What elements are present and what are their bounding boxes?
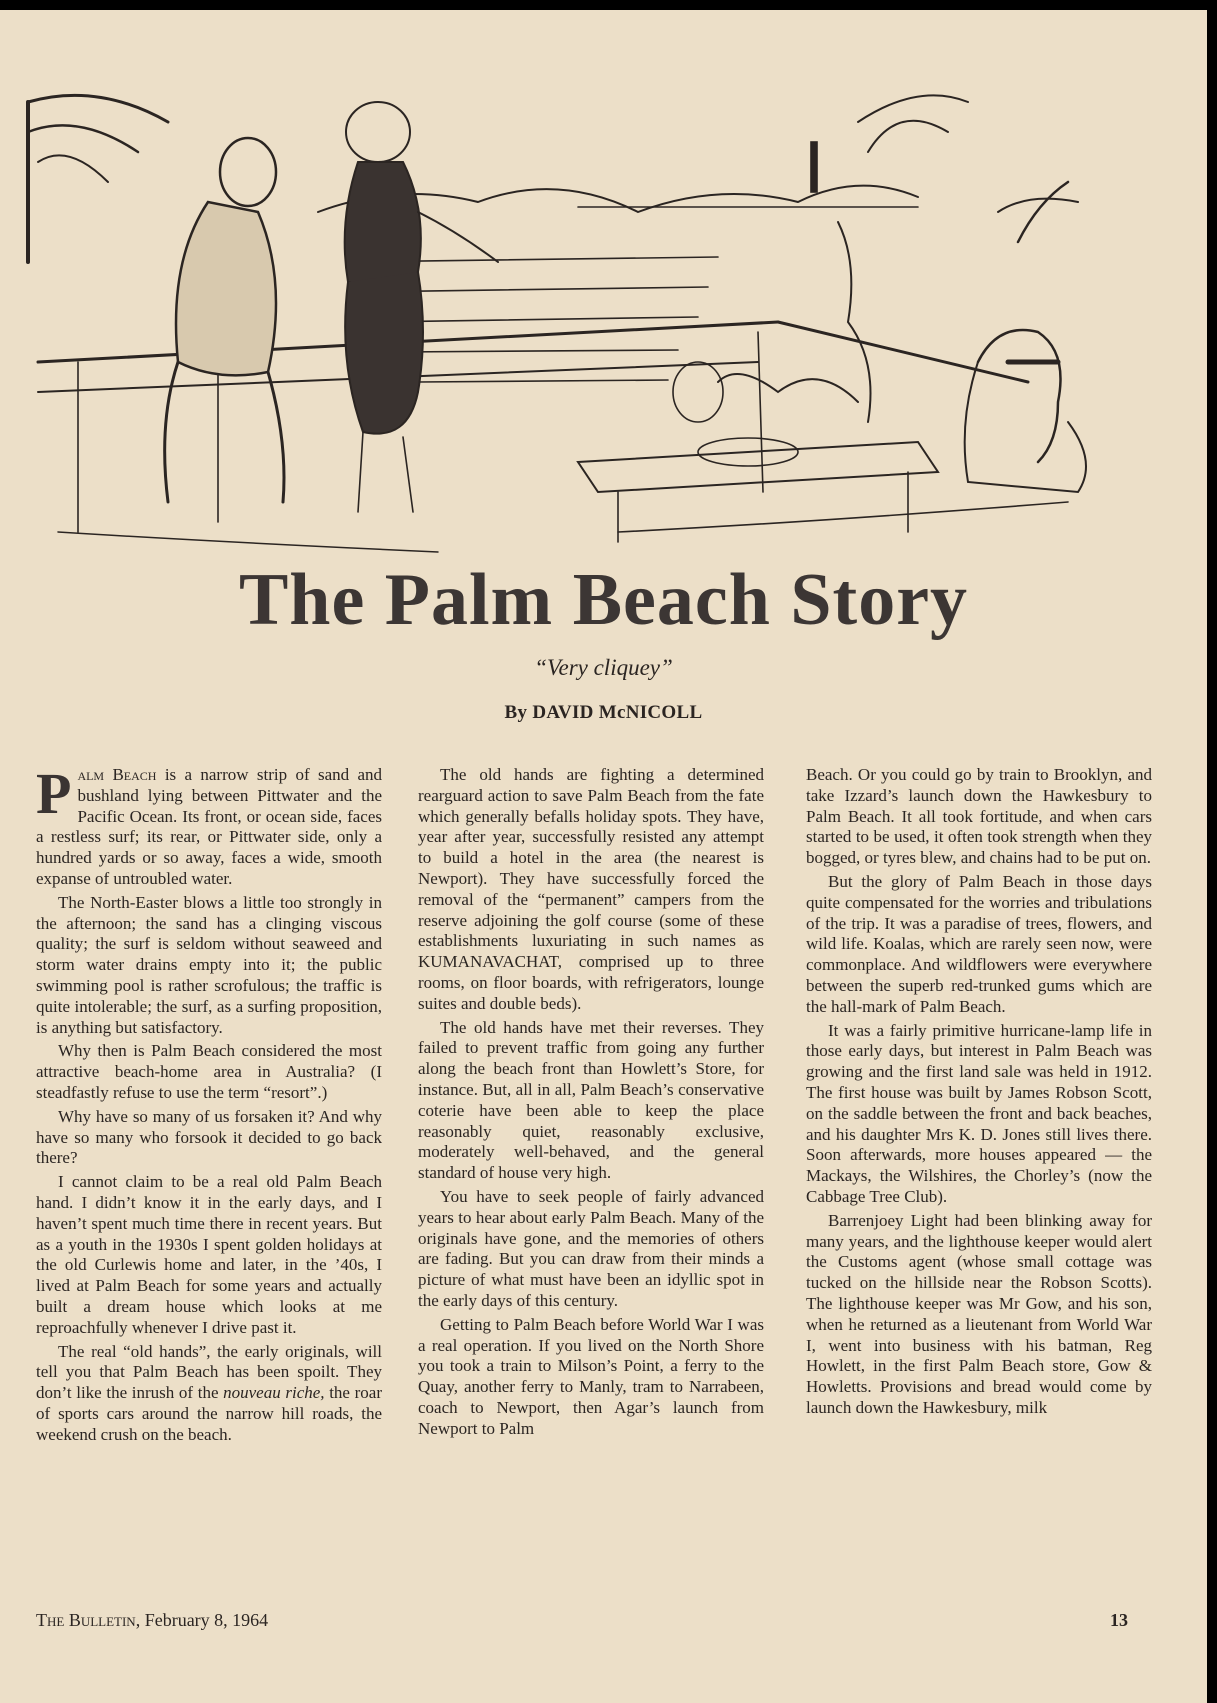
article-column-3 bbox=[806, 765, 1152, 1422]
beach-terrace-sketch-icon bbox=[18, 62, 1178, 562]
publication-name: The Bulletin bbox=[36, 1610, 136, 1630]
magazine-page bbox=[0, 10, 1207, 1703]
paragraph-text: The real “old hands”, the early originals, will tell you that Palm Beach has been spoilt. They don’t like the inrush of the bbox=[36, 1341, 382, 1403]
paragraph: Why have so many of us forsaken it? And why have so many who forsook it decided to go back there? bbox=[36, 1106, 382, 1168]
paragraph: But the glory of Palm Beach in those days quite compensated for the worries and tribulations of the trip. It was a paradise of trees, flowers, and wild life. Koalas, which are rarely seen now, were commonplace. And wildflowers were everywhere between the superb red-trunked gums which are the hall-mark of Palm Beach. bbox=[806, 871, 1152, 1016]
paragraph bbox=[36, 1342, 382, 1446]
article-column-2 bbox=[418, 765, 764, 1443]
paragraph: Why then is Palm Beach considered the most attractive beach-home area in Australia? (I steadfastly refuse to use the term “resort”.) bbox=[36, 1041, 382, 1102]
drop-cap: P bbox=[36, 761, 72, 826]
paragraph bbox=[36, 761, 383, 890]
scan-border bbox=[1207, 0, 1217, 1703]
article-title: The Palm Beach Story bbox=[238, 559, 969, 641]
page-number: 13 bbox=[1110, 1610, 1128, 1630]
paragraph-text: the roar of sports cars around the narrow hill roads, the weekend crush on the beach. bbox=[36, 1383, 382, 1444]
issue-date: , February 8, 1964 bbox=[135, 1610, 269, 1630]
paragraph: You have to seek people of fairly advanced years to hear about early Palm Beach. Many of the originals have gone, and the memories of others are fading. But you can draw from their minds a picture of what must have been an idyllic spot in the early days of this century. bbox=[418, 1186, 764, 1310]
paragraph: Beach. Or you could go by train to Brooklyn, and take Izzard’s launch down the Hawkesbury to Palm Beach. It all took fortitude, and when cars started to be used, it often took strength when they bogged, or tyres blew, and chains had to be put on. bbox=[806, 765, 1152, 868]
paragraph: I cannot claim to be a real old Palm Beach hand. I didn’t know it in the early days, and I haven’t spent much time there in recent years. But as a youth in the 1930s I spent golden holidays at the old Curlewis home and later, in the ’40s, I lived at Palm Beach for some years and actually built a dream house which looks at me reproachfully whenever I drive past it. bbox=[36, 1172, 382, 1337]
article-subtitle: “Very cliquey” bbox=[534, 655, 673, 680]
paragraph-text: is a narrow strip of sand and bushland lying between Pittwater and the Pacific Ocean. Its front, or ocean side, faces a restless surf; its rear, or Pittwater side, only a hundred yards or so away, faces a wide, smooth expanse of untroubled water. bbox=[36, 765, 383, 888]
article-byline: By DAVID McNICOLL bbox=[504, 702, 703, 723]
paragraph: Getting to Palm Beach before World War I was a real operation. If you lived on the North Shore you took a train to Milson’s Point, a ferry to the Quay, another ferry to Manly, tram to Narrabeen, coach to Newport, then Agar’s launch from Newport to Palm bbox=[418, 1314, 764, 1438]
lead-smallcaps: alm Beach bbox=[77, 765, 157, 784]
paragraph: The old hands are fighting a determined rearguard action to save Palm Beach from the fate which generally befalls holiday spots. They have, year after year, successfully resisted any attempt to build a hotel in the area (the nearest is Newport). They have successfully forced the removal of the “permanent” campers from the reserve adjoining the golf course (some of these establishments luxuriating in such names as KUMANAVACHAT, comprised up to three rooms, on floor boards, with refrigerators, lounge suites and double beds). bbox=[418, 765, 764, 1013]
footer-publication bbox=[36, 1610, 268, 1631]
paragraph: The North-Easter blows a little too strongly in the afternoon; the sand has a clinging viscous quality; the surf is seldom without seaweed and storm water drains empty into it; the public swimming pool is rather scrofulous; the traffic is quite intolerable; the surf, as a surfing proposition, is anything but satisfactory. bbox=[36, 892, 382, 1037]
paragraph: Barrenjoey Light had been blinking away for many years, and the lighthouse keeper would alert the Customs agent (whose small cottage was tucked on the hillside near the Robson Scotts). The lighthouse keeper was Mr Gow, and his son, when he returned as a lieutenant from World War I, went into business with his batman, Reg Howlett, in the first Palm Beach store, Gow & Howletts. Provisions and bread would come by launch down the Hawkesbury, milk bbox=[806, 1210, 1152, 1417]
italic-phrase: nouveau riche, bbox=[223, 1383, 325, 1403]
article-column-1 bbox=[36, 761, 383, 1449]
paragraph: The old hands have met their reverses. They failed to prevent traffic from going any further along the beach front than Howlett’s Store, for instance. But, all in all, Palm Beach’s conservative coterie have been able to keep the place reasonably quiet, reasonably exclusive, moderately well-behaved, and the general standard of house very high. bbox=[418, 1017, 764, 1183]
paragraph: It was a fairly primitive hurricane-lamp life in those early days, but interest in Palm Beach was growing and the first land sale was held in 1912. The first house was built by James Robson Scott, on the saddle between the front and back beaches, and his daughter Mrs K. D. Jones still lives there. Soon afterwards, more houses appeared — the Mackays, the Wilshires, the Chorley’s (now the Cabbage Tree Club). bbox=[806, 1020, 1152, 1206]
